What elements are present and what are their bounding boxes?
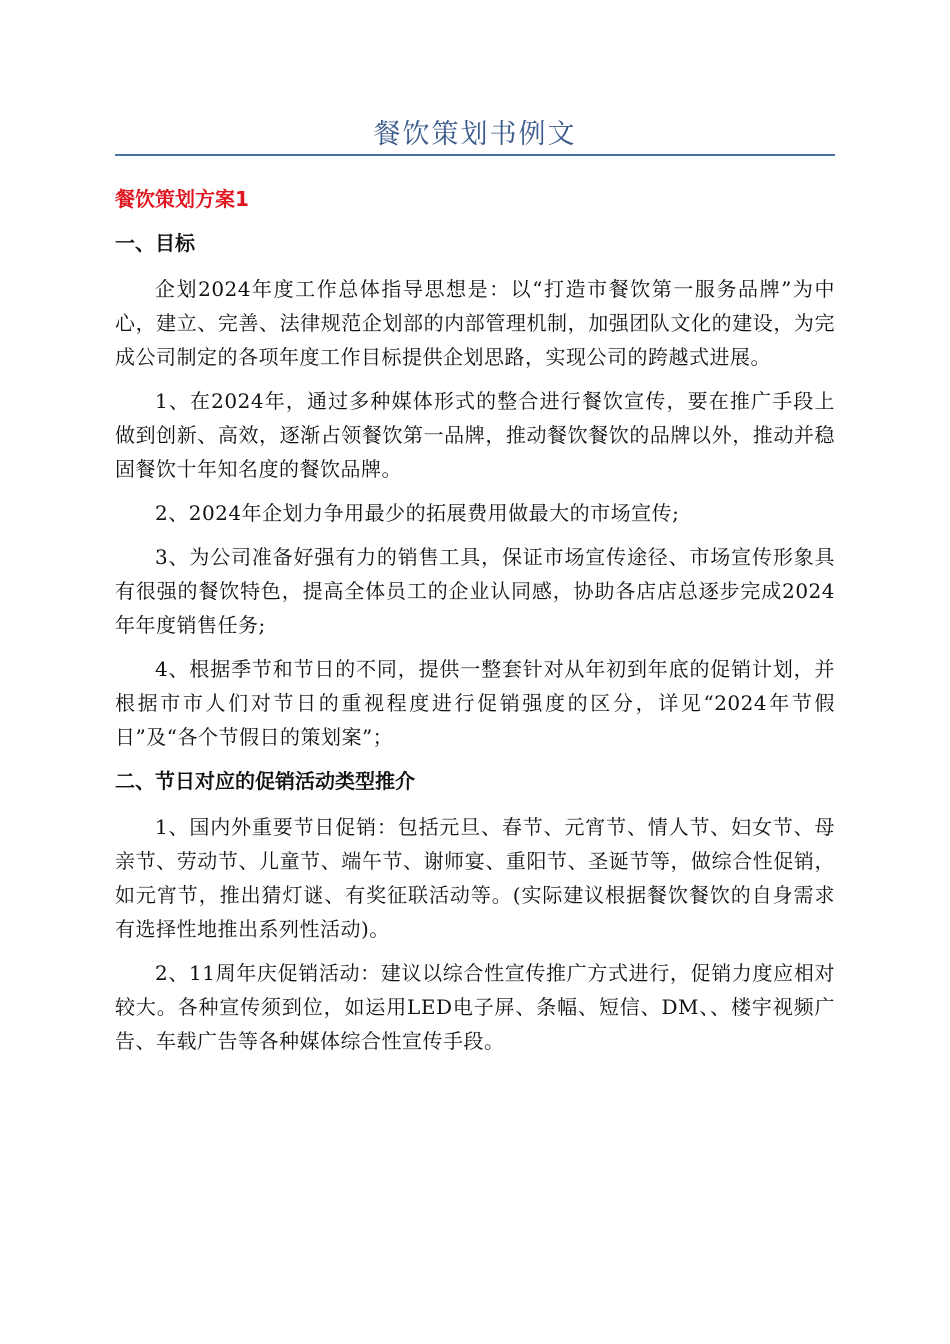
- paragraph: 企划2024年度工作总体指导思想是：以“打造市餐饮第一服务品牌”为中心，建立、完善、法律规范企划部的内部管理机制，加强团队文化的建设，为完成公司制定的各项年度工作目标提供企划思路，实现公司的跨越式进展。: [115, 277, 835, 369]
- page-title: 餐饮策划书例文: [373, 119, 577, 150]
- paragraph: 4、根据季节和节日的不同，提供一整套针对从年初到年底的促销计划，并根据市市人们对节日的重视程度进行促销强度的区分，详见“2024年节假日”及“各个节假日的策划案”；: [115, 657, 835, 749]
- section-heading: 二、节日对应的促销活动类型推介: [115, 769, 415, 793]
- plan-heading: 餐饮策划方案1: [115, 187, 249, 211]
- paragraph: 3、为公司准备好强有力的销售工具，保证市场宣传途径、市场宣传形象具有很强的餐饮特色，提高全体员工的企业认同感，协助各店店总逐步完成2024年年度销售任务;: [115, 545, 835, 637]
- paragraph: 1、在2024年，通过多种媒体形式的整合进行餐饮宣传，要在推广手段上做到创新、高效，逐渐占领餐饮第一品牌，推动餐饮餐饮的品牌以外，推动并稳固餐饮十年知名度的餐饮品牌。: [115, 389, 835, 481]
- title-divider: [115, 154, 835, 156]
- paragraph: 2、2024年企划力争用最少的拓展费用做最大的市场宣传;: [155, 501, 680, 525]
- section-heading: 一、目标: [115, 231, 195, 255]
- paragraph: 1、国内外重要节日促销：包括元旦、春节、元宵节、情人节、妇女节、母亲节、劳动节、儿童节、端午节、谢师宴、重阳节、圣诞节等，做综合性促销，如元宵节，推出猜灯谜、有奖征联活动等。(实际建议根据餐饮餐饮的自身需求有选择性地推出系列性活动)。: [115, 815, 835, 941]
- document-body: [115, 176, 835, 1058]
- paragraph: 2、11周年庆促销活动：建议以综合性宣传推广方式进行，促销力度应相对较大。各种宣传须到位，如运用LED电子屏、条幅、短信、DM、、楼宇视频广告、车载广告等各种媒体综合性宣传手段。: [115, 961, 835, 1053]
